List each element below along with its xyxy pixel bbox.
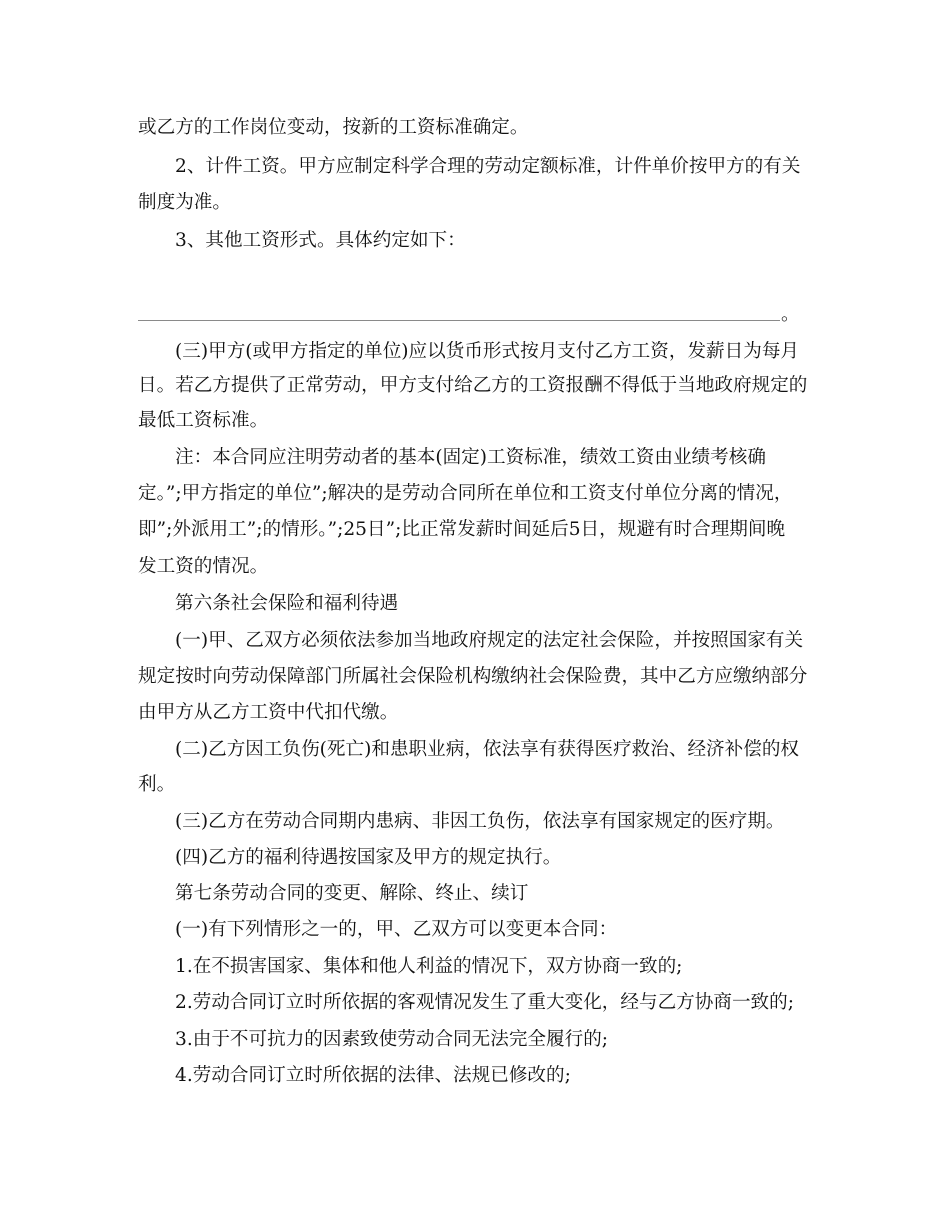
paragraph-line: (一)甲、乙双方必须依法参加当地政府规定的法定社会保险，并按照国家有关	[175, 630, 804, 651]
article-heading: 第六条社会保险和福利待遇	[175, 593, 399, 614]
paragraph-line: 制度为准。	[138, 192, 231, 213]
blank-line-period: 。	[781, 304, 800, 325]
paragraph-line: 最低工资标准。	[138, 410, 269, 431]
paragraph-line: 利。	[138, 774, 176, 795]
fill-in-blank-line	[138, 320, 780, 321]
paragraph-line: 规定按时向劳动保障部门所属社会保险机构缴纳社会保险费，其中乙方应缴纳部分	[138, 666, 808, 687]
paragraph-line: (三)乙方在劳动合同期内患病、非因工负伤，依法享有国家规定的医疗期。	[175, 811, 785, 832]
paragraph-line: 或乙方的工作岗位变动，按新的工资标准确定。	[138, 117, 529, 138]
paragraph-line: 3、其他工资形式。具体约定如下：	[175, 230, 466, 251]
note-line: 发工资的情况。	[138, 556, 269, 577]
paragraph-line: (四)乙方的福利待遇按国家及甲方的规定执行。	[175, 847, 562, 868]
list-item: 4.劳动合同订立时所依据的法律、法规已修改的;	[175, 1065, 571, 1086]
paragraph-line: 日。若乙方提供了正常劳动，甲方支付给乙方的工资报酬不得低于当地政府规定的	[138, 375, 808, 396]
paragraph-line: 由甲方从乙方工资中代扣代缴。	[138, 702, 399, 723]
list-item: 3.由于不可抗力的因素致使劳动合同无法完全履行的;	[175, 1029, 609, 1050]
note-line: 定。”;甲方指定的单位”;解决的是劳动合同所在单位和工资支付单位分离的情况，	[138, 483, 793, 504]
article-heading: 第七条劳动合同的变更、解除、终止、续订	[175, 883, 529, 904]
paragraph-line: 2、计件工资。甲方应制定科学合理的劳动定额标准，计件单价按甲方的有关	[175, 156, 801, 177]
note-line: 注：本合同应注明劳动者的基本(固定)工资标准，绩效工资由业绩考核确	[175, 447, 766, 468]
note-line: 即”;外派用工”;的情形。”;25日”;比正常发薪时间延后5日，规避有时合理期间晚	[138, 519, 786, 540]
paragraph-line: (三)甲方(或甲方指定的单位)应以货币形式按月支付乙方工资，发薪日为每月	[175, 341, 800, 362]
list-item: 1.在不损害国家、集体和他人利益的情况下，双方协商一致的;	[175, 956, 683, 977]
paragraph-line: (二)乙方因工负伤(死亡)和患职业病，依法享有获得医疗救治、经济补偿的权	[175, 739, 800, 760]
list-item: 2.劳动合同订立时所依据的客观情况发生了重大变化，经与乙方协商一致的;	[175, 992, 795, 1013]
paragraph-line: (一)有下列情形之一的，甲、乙双方可以变更本合同：	[175, 919, 618, 940]
